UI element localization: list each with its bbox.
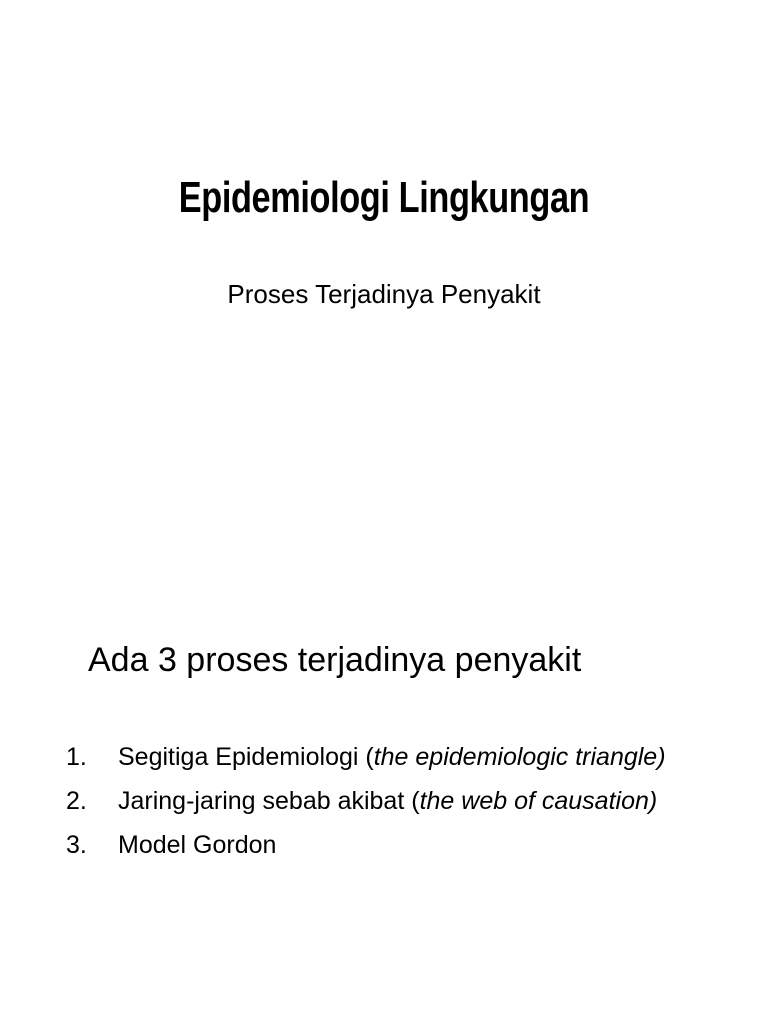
slide-subtitle: Proses Terjadinya Penyakit	[227, 279, 541, 309]
content-heading: Ada 3 proses terjadinya penyakit	[88, 641, 582, 679]
list-item	[66, 828, 706, 862]
list-item	[66, 740, 706, 774]
list-item-text: Jaring-jaring sebab akibat (	[118, 787, 420, 815]
list-item-text: Segitiga Epidemiologi (	[118, 743, 374, 771]
process-list	[66, 740, 706, 872]
content-slide	[0, 512, 768, 1024]
list-item-text: Model Gordon	[118, 831, 277, 859]
list-item-number: 1.	[66, 743, 87, 771]
list-item-number: 3.	[66, 831, 87, 859]
slide-title: Epidemiologi Lingkungan	[178, 173, 590, 222]
list-item-italic: the epidemiologic triangle)	[373, 743, 666, 771]
list-item-italic: the web of causation)	[419, 787, 658, 815]
list-item	[66, 784, 706, 818]
list-item-number: 2.	[66, 787, 87, 815]
